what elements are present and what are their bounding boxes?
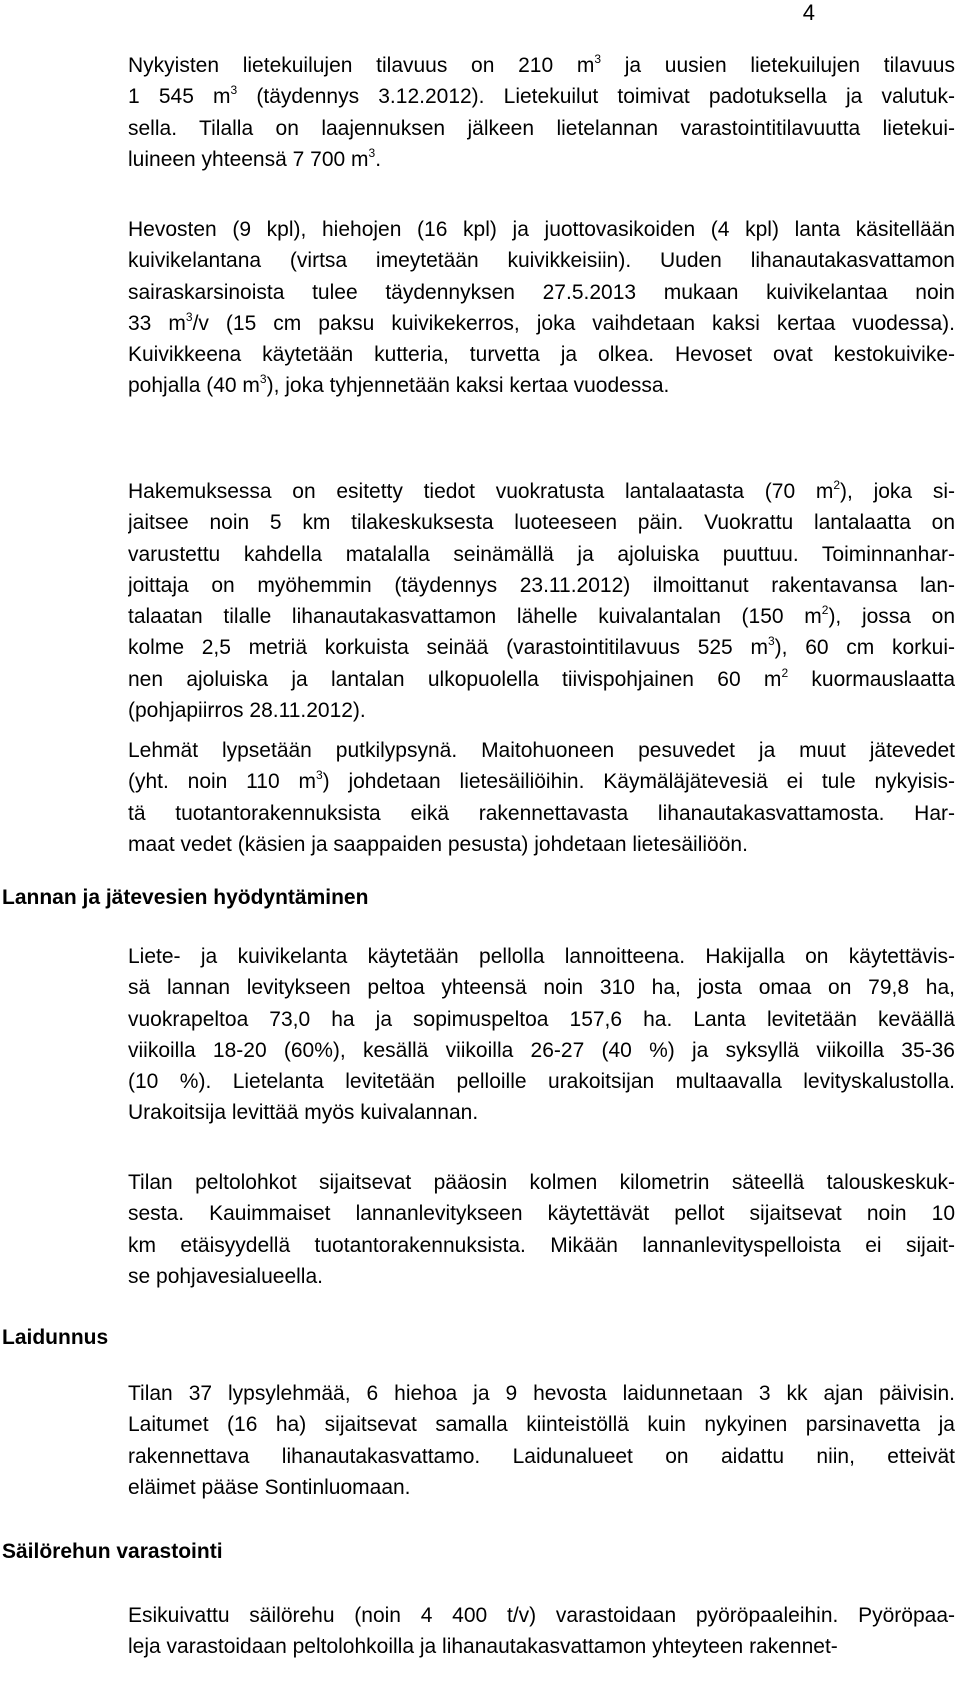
text-run: pohjalla (40 m	[128, 374, 260, 398]
text-run: kuivikelantana (virtsa imeytetään kuivikkeisiin). Uuden lihanautakasvattamon	[128, 249, 955, 273]
text-line	[128, 972, 955, 1003]
text-run: (täydennys 3.12.2012). Lietekuilut toimivat padotuksella ja valutuk-	[237, 85, 955, 109]
text-line	[128, 1066, 955, 1097]
text-run: Urakoitsija levittää myös kuivalannan.	[128, 1101, 479, 1125]
text-line	[128, 1600, 955, 1631]
text-line	[128, 1378, 955, 1409]
heading-manure-use: Lannan ja jätevesien hyödyntäminen	[2, 886, 369, 909]
text-run: talaatan tilalle lihanautakasvattamon lähelle kuivalantalan (150 m	[128, 605, 822, 629]
text-run: kuormauslaatta	[788, 667, 955, 691]
text-run: ) johdetaan lietesäiliöihin. Käymäläjätevesiä ei tule nykyisis-	[322, 770, 955, 794]
text-line	[128, 539, 955, 570]
text-line	[128, 339, 955, 370]
text-run: sesta. Kauimmaiset lannanlevitykseen käytettävät pellot sijaitsevat noin 10	[128, 1202, 955, 1226]
text-run: (yht. noin 110 m	[128, 770, 316, 794]
text-line	[128, 1035, 955, 1066]
superscript: 3	[259, 372, 267, 387]
text-line	[128, 1004, 955, 1035]
paragraph-field-location	[128, 1167, 955, 1292]
text-line	[128, 766, 955, 797]
text-line	[128, 144, 955, 175]
text-run: Liete- ja kuivikelanta käytetään pellolla lannoitteena. Hakijalla on käytettävis-	[128, 945, 955, 968]
text-run: viikoilla 18-20 (60%), kesällä viikoilla 26-27 (40 %) ja syksyllä viikoilla 35-36	[128, 1038, 955, 1062]
text-run: (pohjapiirros 28.11.2012).	[128, 699, 366, 723]
text-line	[128, 570, 955, 601]
superscript: 3	[767, 634, 775, 649]
text-run: luineen yhteensä 7 700 m	[128, 147, 369, 171]
text-run: Esikuivattu säilörehu (noin 4 400 t/v) varastoidaan pyöröpaaleihin. Pyöröpaa-	[128, 1604, 955, 1627]
text-run: joittaja on myöhemmin (täydennys 23.11.2012) ilmoittanut rakentavansa lan-	[128, 573, 955, 597]
text-run: ), jossa on	[828, 605, 955, 629]
text-line	[128, 113, 955, 144]
text-line	[128, 507, 955, 538]
paragraph-manure-slab	[128, 476, 955, 726]
superscript: 3	[368, 145, 376, 160]
page-number: 4	[802, 0, 815, 25]
text-line	[128, 1472, 955, 1503]
text-run: Nykyisten lietekuilujen tilavuus on 210 m	[128, 54, 595, 77]
text-line	[128, 735, 955, 766]
text-run: se pohjavesialueella.	[128, 1264, 323, 1288]
text-line	[128, 214, 955, 245]
superscript: 2	[833, 478, 841, 492]
text-line	[128, 1441, 955, 1472]
text-run: ja uusien lietekuilujen tilavuus	[601, 54, 955, 77]
paragraph-slurry-volume	[128, 50, 955, 175]
text-run: tä tuotantorakennuksista eikä rakennettavasta lihanautakasvattamosta. Har-	[128, 801, 955, 825]
text-run: ), joka si-	[840, 480, 955, 503]
paragraph-dry-manure	[128, 214, 955, 402]
text-run: Hevosten (9 kpl), hiehojen (16 kpl) ja juottovasikoiden (4 kpl) lanta käsitellään	[128, 218, 955, 241]
text-run: leja varastoidaan peltolohkoilla ja lihanautakasvattamon yhteyteen rakennet-	[128, 1635, 838, 1659]
text-run: .	[375, 147, 382, 171]
superscript: 2	[821, 603, 829, 618]
text-run: maat vedet (käsien ja saappaiden pesusta) johdetaan lietesäiliöön.	[128, 832, 748, 856]
text-run: Lehmät lypsetään putkilypsynä. Maitohuoneen pesuvedet ja muut jätevedet	[128, 739, 955, 762]
text-run: rakennettava lihanautakasvattamo. Laidunalueet on aidattu niin, etteivät	[128, 1444, 955, 1468]
text-run: Kuivikkeena käytetään kutteria, turvetta ja olkea. Hevoset ovat kestokuivike-	[128, 343, 955, 367]
text-line	[128, 601, 955, 632]
text-line	[128, 1409, 955, 1440]
text-line	[128, 829, 955, 860]
superscript: 2	[781, 665, 789, 680]
text-line	[128, 1631, 955, 1662]
text-line	[128, 476, 955, 507]
text-run: ), 60 cm korkui-	[774, 636, 955, 660]
superscript: 3	[230, 83, 238, 98]
text-run: Tilan peltolohkot sijaitsevat pääosin kolmen kilometrin säteellä talouskeskuk-	[128, 1171, 955, 1194]
text-line	[128, 81, 955, 112]
text-run: (10 %). Lietelanta levitetään pelloille urakoitsijan multaavalla levityskalustolla.	[128, 1070, 955, 1094]
text-run: Tilan 37 lypsylehmää, 6 hiehoa ja 9 hevosta laidunnetaan 3 kk ajan päivisin.	[128, 1382, 955, 1405]
text-run: Laitumet (16 ha) sijaitsevat samalla kiinteistöllä kuin nykyinen parsinavetta ja	[128, 1413, 955, 1437]
text-line	[128, 1097, 955, 1128]
superscript: 3	[185, 309, 193, 324]
text-run: ), joka tyhjennetään kaksi kertaa vuodessa.	[266, 374, 670, 398]
text-run: /v (15 cm paksu kuivikekerros, joka vaihdetaan kaksi kertaa vuodessa).	[192, 311, 955, 335]
text-run: sä lannan levitykseen peltoa yhteensä noin 310 ha, josta omaa on 79,8 ha,	[128, 976, 955, 1000]
text-line	[128, 370, 955, 401]
text-run: sella. Tilalla on laajennuksen jälkeen lietelannan varastointitilavuutta lietekui-	[128, 116, 955, 140]
text-line	[128, 277, 955, 308]
text-run: eläimet pääse Sontinluomaan.	[128, 1475, 411, 1499]
text-run: 33 m	[128, 311, 186, 335]
text-run: varustettu kahdella matalalla seinämällä ja ajoluiska puuttuu. Toiminnanhar-	[128, 542, 955, 566]
heading-grazing: Laidunnus	[2, 1326, 109, 1349]
heading-silage-storage: Säilörehun varastointi	[2, 1540, 223, 1563]
text-line	[128, 798, 955, 829]
text-line	[128, 50, 955, 81]
paragraph-grazing	[128, 1378, 955, 1503]
text-run: nen ajoluiska ja lantalan ulkopuolella tiivispohjainen 60 m	[128, 667, 782, 691]
text-run: vuokrapeltoa 73,0 ha ja sopimuspeltoa 157,6 ha. Lanta levitetään keväällä	[128, 1007, 955, 1031]
text-line	[128, 695, 955, 726]
paragraph-manure-spreading	[128, 941, 955, 1129]
text-run: 1 545 m	[128, 85, 231, 109]
text-line	[128, 308, 955, 339]
text-line	[128, 1261, 955, 1292]
text-line	[128, 632, 955, 663]
paragraph-silage	[128, 1600, 955, 1663]
text-run: km etäisyydellä tuotantorakennuksista. Mikään lannanlevityspelloista ei sijait-	[128, 1233, 955, 1257]
text-run: Hakemuksessa on esitetty tiedot vuokratusta lantalaatasta (70 m	[128, 480, 834, 503]
text-run: kolme 2,5 metriä korkuista seinää (varastointitilavuus 525 m	[128, 636, 768, 660]
text-line	[128, 1167, 955, 1198]
text-line	[128, 664, 955, 695]
superscript: 3	[315, 768, 323, 783]
text-run: jaitsee noin 5 km tilakeskuksesta luoteeseen päin. Vuokrattu lantalaatta on	[128, 511, 955, 535]
paragraph-wastewater	[128, 735, 955, 860]
text-line	[128, 1230, 955, 1261]
text-line	[128, 1198, 955, 1229]
text-line	[128, 941, 955, 972]
text-line	[128, 245, 955, 276]
text-run: sairaskarsinoista tulee täydennyksen 27.5.2013 mukaan kuivikelantaa noin	[128, 280, 955, 304]
superscript: 3	[594, 52, 602, 66]
